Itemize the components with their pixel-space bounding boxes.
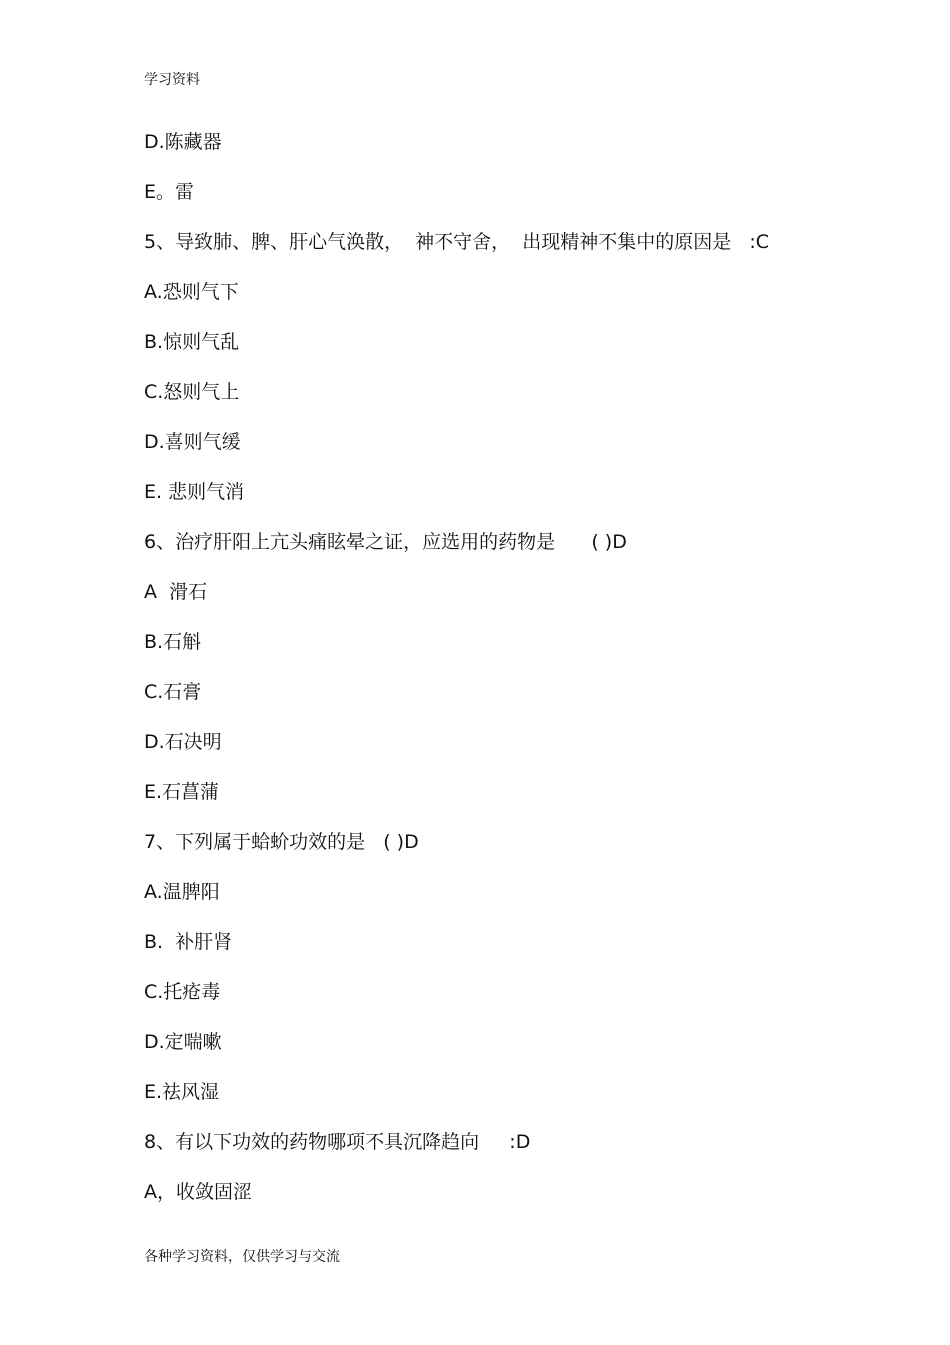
question-7-option-a: A.温脾阳 xyxy=(144,881,220,903)
question-5-option-d: D.喜则气缓 xyxy=(144,431,241,453)
option-e-previous: E。雷 xyxy=(144,181,195,203)
question-5-option-e: E. 悲则气消 xyxy=(144,481,245,503)
option-d-previous: D.陈藏器 xyxy=(144,131,222,153)
question-7-option-c: C.托疮毒 xyxy=(144,981,221,1003)
question-6-option-e: E.石菖蒲 xyxy=(144,781,220,803)
question-7-option-b: B. 补肝肾 xyxy=(144,931,233,953)
question-6: 6、治疗肝阳上亢头痛眩晕之证，应选用的药物是 ( )D xyxy=(144,531,627,553)
question-8-option-a: A，收敛固涩 xyxy=(144,1181,252,1203)
question-6-option-b: B.石斛 xyxy=(144,631,202,653)
question-5: 5、导致肺、脾、肝心气涣散， 神不守舍， 出现精神不集中的原因是 :C xyxy=(144,231,770,253)
question-5-option-c: C.怒则气上 xyxy=(144,381,240,403)
question-7-option-d: D.定喘嗽 xyxy=(144,1031,222,1053)
question-6-option-d: D.石决明 xyxy=(144,731,222,753)
document-body xyxy=(144,128,904,1228)
question-8: 8、有以下功效的药物哪项不具沉降趋向 :D xyxy=(144,1131,531,1153)
question-7-option-e: E.祛风湿 xyxy=(144,1081,220,1103)
question-5-option-b: B.惊则气乱 xyxy=(144,331,240,353)
question-6-option-c: C.石膏 xyxy=(144,681,202,703)
question-5-option-a: A.恐则气下 xyxy=(144,281,239,303)
page-header: 学习资料 xyxy=(144,72,200,88)
question-7: 7、下列属于蛤蚧功效的是 ( )D xyxy=(144,831,419,853)
question-6-option-a: A 滑石 xyxy=(144,581,208,603)
page-footer: 各种学习资料，仅供学习与交流 xyxy=(144,1249,340,1265)
